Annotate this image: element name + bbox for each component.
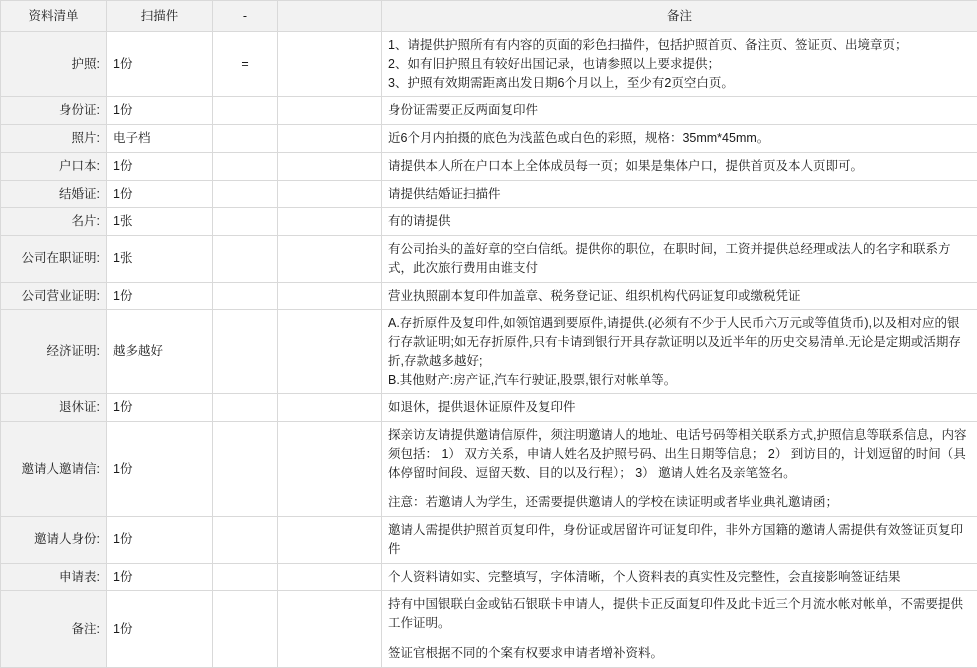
table-header-row [1, 1, 977, 32]
table-row [1, 563, 977, 591]
column-header-scan-copy: 扫描件 [107, 1, 213, 32]
row-remark [382, 282, 977, 310]
remark-line: 探亲访友请提供邀请信原件，须注明邀请人的地址、电话号码等相关联系方式,护照信息等联系信息，内容须包括： 1） 双方关系，申请人姓名及护照号码、出生日期等信息； 2） 到访目的，计划逗留的时间（具体停留时间段、逗留天数、目的以及行程）； 3） 邀请人姓名及亲笔签名。 [388, 426, 971, 482]
row-remark [382, 517, 977, 564]
row-quantity: 1张 [107, 236, 213, 283]
remark-line: 个人资料请如实、完整填写，字体清晰，个人资料表的真实性及完整性，会直接影响签证结果 [388, 568, 971, 587]
table-row [1, 422, 977, 517]
row-mark [213, 180, 278, 208]
row-remark [382, 125, 977, 153]
row-label: 公司营业证明: [1, 282, 107, 310]
row-label: 照片: [1, 125, 107, 153]
row-remark [382, 152, 977, 180]
table-row [1, 208, 977, 236]
remark-line: B.其他财产:房产证,汽车行驶证,股票,银行对帐单等。 [388, 371, 971, 390]
remark-line: 邀请人需提供护照首页复印件，身份证或居留许可证复印件，非外方国籍的邀请人需提供有效签证页复印件 [388, 521, 971, 559]
column-header-empty [278, 1, 382, 32]
row-remark [382, 236, 977, 283]
row-remark [382, 208, 977, 236]
row-mark: = [213, 32, 278, 97]
row-remark [382, 310, 977, 394]
table-row [1, 152, 977, 180]
remark-line: 营业执照副本复印件加盖章、税务登记证、组织机构代码证复印或缴税凭证 [388, 287, 971, 306]
row-label: 户口本: [1, 152, 107, 180]
column-header-remarks: 备注 [382, 1, 977, 32]
remark-line: 请提供结婚证扫描件 [388, 185, 971, 204]
table-row [1, 394, 977, 422]
row-quantity: 1份 [107, 282, 213, 310]
row-label: 护照: [1, 32, 107, 97]
row-mark [213, 591, 278, 667]
row-mark [213, 517, 278, 564]
table-row [1, 517, 977, 564]
row-quantity: 越多越好 [107, 310, 213, 394]
row-label: 申请表: [1, 563, 107, 591]
table-row [1, 236, 977, 283]
row-blank [278, 97, 382, 125]
remark-line: 有公司抬头的盖好章的空白信纸。提供你的职位，在职时间，工资并提供总经理或法人的名字和联系方式，此次旅行费用由谁支付 [388, 240, 971, 278]
row-mark [213, 563, 278, 591]
remark-line: A.存折原件及复印件,如领馆遇到要原件,请提供.(必须有不少于人民币六万元或等值货币),以及相对应的银行存款证明;如无存折原件,只有卡请到银行开具存款证明以及近半年的历史交易清单.无论是定期或活期存折,存款越多越好; [388, 314, 971, 370]
row-label: 名片: [1, 208, 107, 236]
row-mark [213, 236, 278, 283]
table-row [1, 97, 977, 125]
row-mark [213, 152, 278, 180]
row-label: 结婚证: [1, 180, 107, 208]
table-header [1, 1, 977, 32]
row-label: 经济证明: [1, 310, 107, 394]
row-blank [278, 32, 382, 97]
row-mark [213, 310, 278, 394]
row-remark [382, 97, 977, 125]
row-quantity: 1份 [107, 517, 213, 564]
row-blank [278, 310, 382, 394]
table-body [1, 32, 977, 668]
row-blank [278, 422, 382, 517]
remark-line: 请提供本人所在户口本上全体成员每一页；如果是集体户口，提供首页及本人页即可。 [388, 157, 971, 176]
remark-line: 近6个月内拍摄的底色为浅蓝色或白色的彩照，规格：35mm*45mm。 [388, 129, 971, 148]
row-quantity: 1份 [107, 394, 213, 422]
row-quantity: 1份 [107, 422, 213, 517]
row-blank [278, 563, 382, 591]
table-row [1, 32, 977, 97]
row-remark [382, 32, 977, 97]
remark-line: 身份证需要正反两面复印件 [388, 101, 971, 120]
row-label: 公司在职证明: [1, 236, 107, 283]
table-row [1, 282, 977, 310]
row-mark [213, 125, 278, 153]
table-row [1, 125, 977, 153]
row-blank [278, 282, 382, 310]
row-blank [278, 591, 382, 667]
row-label: 身份证: [1, 97, 107, 125]
row-label: 退休证: [1, 394, 107, 422]
row-quantity: 1张 [107, 208, 213, 236]
remark-line: 注意：若邀请人为学生，还需要提供邀请人的学校在读证明或者毕业典礼邀请函； [388, 493, 971, 512]
table-row [1, 180, 977, 208]
remark-line: 签证官根据不同的个案有权要求申请者增补资料。 [388, 644, 971, 663]
table-row [1, 591, 977, 667]
row-blank [278, 208, 382, 236]
row-blank [278, 152, 382, 180]
row-quantity: 1份 [107, 152, 213, 180]
row-label: 备注: [1, 591, 107, 667]
row-mark [213, 422, 278, 517]
row-remark [382, 180, 977, 208]
row-blank [278, 394, 382, 422]
row-blank [278, 125, 382, 153]
remark-line: 1、请提供护照所有有内容的页面的彩色扫描件，包括护照首页、备注页、签证页、出境章页； [388, 36, 971, 55]
row-mark [213, 208, 278, 236]
remark-line: 如退休，提供退休证原件及复印件 [388, 398, 971, 417]
row-label: 邀请人身份: [1, 517, 107, 564]
remark-line: 持有中国银联白金或钻石银联卡申请人，提供卡正反面复印件及此卡近三个月流水帐对帐单，不需要提供工作证明。 [388, 595, 971, 633]
column-header-dash: - [213, 1, 278, 32]
row-quantity: 1份 [107, 180, 213, 208]
row-quantity: 1份 [107, 97, 213, 125]
row-blank [278, 517, 382, 564]
remark-line: 2、如有旧护照且有较好出国记录，也请参照以上要求提供； [388, 55, 971, 74]
row-blank [278, 236, 382, 283]
row-quantity: 1份 [107, 563, 213, 591]
row-quantity: 1份 [107, 32, 213, 97]
row-label: 邀请人邀请信: [1, 422, 107, 517]
row-mark [213, 282, 278, 310]
column-header-document-list: 资料清单 [1, 1, 107, 32]
row-mark [213, 394, 278, 422]
row-remark [382, 422, 977, 517]
row-blank [278, 180, 382, 208]
remark-line: 3、护照有效期需距离出发日期6个月以上，至少有2页空白页。 [388, 74, 971, 93]
row-quantity: 1份 [107, 591, 213, 667]
row-remark [382, 591, 977, 667]
row-remark [382, 394, 977, 422]
row-mark [213, 97, 278, 125]
row-remark [382, 563, 977, 591]
remark-line: 有的请提供 [388, 212, 971, 231]
table-row [1, 310, 977, 394]
row-quantity: 电子档 [107, 125, 213, 153]
